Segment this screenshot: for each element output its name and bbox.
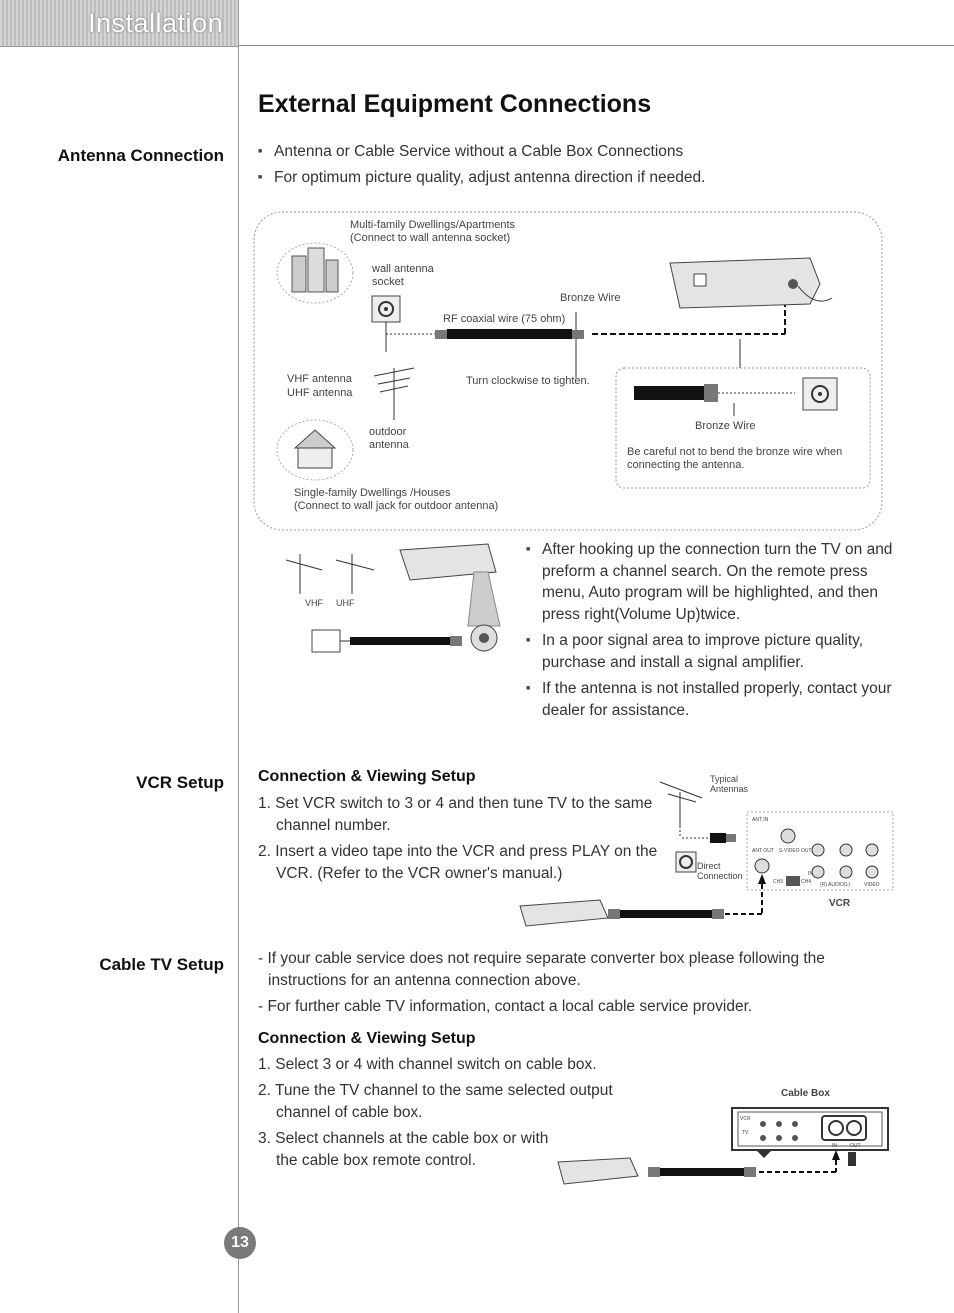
careful-note: Be careful not to bend the bronze wire when connecting the antenna. xyxy=(627,446,843,471)
apartment-building-icon xyxy=(277,243,353,303)
single-family-label: Single-family Dwellings /Houses xyxy=(294,487,451,499)
antenna-connection-diagram xyxy=(250,208,886,534)
turn-clockwise-label: Turn clockwise to tighten. xyxy=(466,375,590,387)
header-rule xyxy=(238,45,954,46)
vhf-uhf-antenna-icon xyxy=(286,554,374,594)
single-family-note: (Connect to wall jack for outdoor antenna) xyxy=(294,500,499,512)
antenna-bullet: ■ Antenna or Cable Service without a Cable Box Connections xyxy=(258,139,908,165)
antenna-section-label: Antenna Connection xyxy=(57,146,224,165)
margin-rule xyxy=(238,0,239,1313)
house-icon xyxy=(277,420,353,480)
mini-coax-wire xyxy=(350,637,450,645)
in-label: IN xyxy=(808,871,813,877)
tv-rear-icon xyxy=(670,258,832,308)
vcr-tv-icon xyxy=(520,900,608,926)
outdoor-antenna-label: outdoor antenna xyxy=(369,426,409,451)
bronze-wire-label: Bronze Wire xyxy=(695,420,756,432)
vhf-label: VHF antenna xyxy=(287,373,352,385)
mini-vhf-label: VHF xyxy=(305,598,323,608)
vcr-section-label: VCR Setup xyxy=(136,773,224,792)
cable-vcr-port-label: VCR xyxy=(740,1116,751,1122)
video-label: VIDEO xyxy=(864,882,880,888)
rf-coax-wire xyxy=(447,329,572,339)
cable-tv-port-label: TV xyxy=(742,1130,749,1136)
antenna-bullet: ■ For optimum picture quality, adjust antenna direction if needed. xyxy=(258,165,908,191)
antenna-notes xyxy=(526,539,902,721)
cable-box-label: Cable Box xyxy=(781,1088,830,1099)
cable-step: 3. Select channels at the cable box or with the cable box remote control. xyxy=(258,1130,549,1169)
typical-antennas-label: Typical Antennas xyxy=(710,774,749,794)
multi-family-label: Multi-family Dwellings/Apartments xyxy=(350,219,516,231)
vcr-heading: Connection & Viewing Setup xyxy=(258,768,476,785)
vcr-step: 1. Set VCR switch to 3 or 4 and then tune TV to the same channel number. xyxy=(258,795,653,834)
cable-tv-icon xyxy=(558,1158,638,1184)
cable-note: - For further cable TV information, contact a local cable service provider. xyxy=(258,998,753,1015)
cable-out-label: OUT xyxy=(850,1143,861,1149)
section-header-title: Installation xyxy=(88,8,224,38)
typical-antenna-icon xyxy=(660,782,702,826)
cable-notes xyxy=(258,948,898,1018)
outdoor-antenna-icon xyxy=(374,368,414,420)
s-video-out-label: S-VIDEO OUT xyxy=(779,848,812,854)
cable-section-label: Cable TV Setup xyxy=(99,955,224,974)
cable-coax-wire xyxy=(660,1168,744,1176)
vcr-coax-wire xyxy=(620,910,712,918)
ant-out-label: ANT OUT xyxy=(752,848,774,854)
antenna-bullets xyxy=(258,139,908,191)
antenna-note: ■ In a poor signal area to improve picture quality, purchase and install a signal amplifier. xyxy=(526,630,902,673)
vcr-step: 2. Insert a video tape into the VCR and press PLAY on the VCR. (Refer to the VCR owner's manual.) xyxy=(258,843,658,882)
coax-detail-wire xyxy=(634,386,704,400)
rf-wire-label: RF coaxial wire (75 ohm) xyxy=(443,313,566,325)
ant-in-label: ANT IN xyxy=(752,817,769,823)
cable-step: 1. Select 3 or 4 with channel switch on cable box. xyxy=(258,1056,597,1073)
antenna-note: ■ If the antenna is not installed properly, contact your dealer for assistance. xyxy=(526,678,902,721)
cable-note: - If your cable service does not require separate converter box please following the instructions for an antenna connection above. xyxy=(258,950,825,989)
direct-connection-label: Direct Connection xyxy=(697,861,743,881)
page-title: External Equipment Connections xyxy=(258,90,652,118)
wall-socket-label: wall antenna socket xyxy=(372,263,434,288)
cable-box-diagram xyxy=(550,1100,895,1200)
ch3-label: CH3 xyxy=(773,879,784,885)
multi-family-note: (Connect to wall antenna socket) xyxy=(350,232,511,244)
page-number: 13 xyxy=(224,1227,256,1259)
cable-in-label: IN xyxy=(832,1143,837,1149)
bronze-wire-top-label: Bronze Wire xyxy=(560,292,621,304)
cable-heading: Connection & Viewing Setup xyxy=(258,1030,476,1047)
uhf-label: UHF antenna xyxy=(287,387,353,399)
vcr-label: VCR xyxy=(829,898,851,909)
audio-label: (R) AUDIO(L) xyxy=(820,882,850,888)
ch4-label: CH4 xyxy=(801,879,812,885)
cable-step: 2. Tune the TV channel to the same selected output channel of cable box. xyxy=(258,1082,613,1121)
antenna-note: ■ After hooking up the connection turn the TV on and preform a channel search. On the remote press menu, Auto program will be highlighted, and then press right(Volume Up)twice. xyxy=(526,539,902,625)
mini-uhf-label: UHF xyxy=(336,598,355,608)
